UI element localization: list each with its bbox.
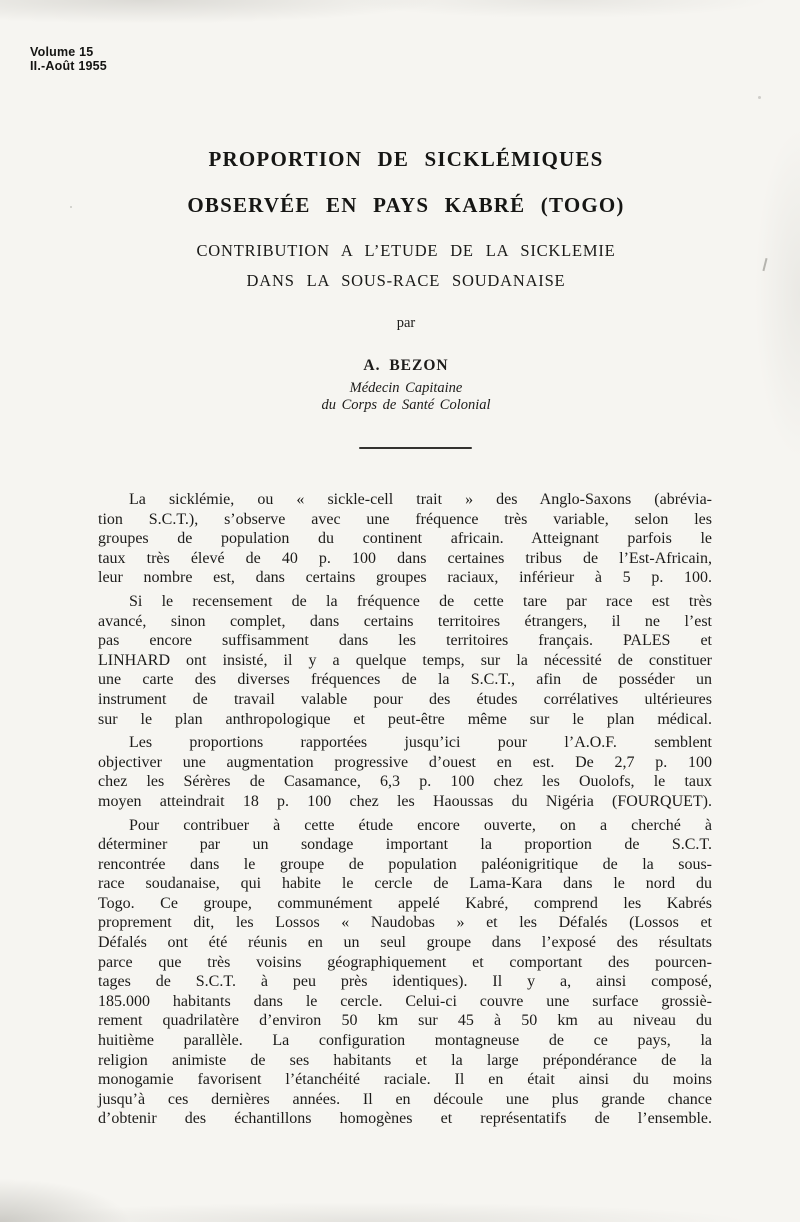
text-line: parce que très voisins géographiquement et comportant des pourcen- <box>98 953 712 971</box>
article-title <box>97 136 715 228</box>
text-line: jusqu’à ces dernières années. Il en découle une plus grande chance <box>98 1090 712 1108</box>
text-line: pas encore suffisamment dans les territoires français. PALES et <box>98 632 712 650</box>
paragraph-3 <box>98 733 712 811</box>
article-body <box>98 490 712 1129</box>
divider-rule <box>359 447 472 449</box>
text-line: instrument de travail valable pour des études corrélatives ultérieures <box>98 690 712 708</box>
author-name: A. BEZON <box>363 357 449 374</box>
text-line: taux très élevé de 40 p. 100 dans certaines tribus de l’Est-Africain, <box>98 549 712 567</box>
text-line: sur le plan anthropologique et peut-être même sur le plan médical. <box>98 710 712 728</box>
text-line: chez les Sérères de Casamance, 6,3 p. 100 chez les Ouolofs, le taux <box>98 773 712 791</box>
scan-artifact-speck <box>758 96 761 99</box>
text-line: déterminer par un sondage important la proportion de S.C.T. <box>98 836 712 854</box>
text-line: race soudanaise, qui habite le cercle de Lama-Kara dans le nord du <box>98 875 712 893</box>
text-line: rencontrée dans le groupe de population paléonigritique de la sous- <box>98 855 712 873</box>
text-line: proprement dit, les Lossos « Naudobas » et les Défalés (Lossos et <box>98 914 712 932</box>
text-line: avancé, sinon complet, dans certains territoires étrangers, il ne l’est <box>98 612 712 630</box>
scan-artifact-speck <box>70 206 72 208</box>
text-line: huitième parallèle. La configuration montagneuse de ce pays, la <box>98 1032 712 1050</box>
article-subtitle <box>97 236 715 296</box>
text-line: tion S.C.T.), s’observe avec une fréquence très variable, selon les <box>98 510 712 528</box>
text-line: groupes de population du continent africain. Atteignant parfois le <box>98 530 712 548</box>
paragraph-2 <box>98 592 712 729</box>
byline-par-label: par <box>396 315 416 331</box>
text-line: leur nombre est, dans certains groupes raciaux, inférieur à 5 p. 100. <box>98 569 712 587</box>
text-line: 185.000 habitants dans le cercle. Celui-ci couvre une surface grossiè- <box>98 992 712 1010</box>
text-line: objectiver une augmentation progressive d’ouest en est. De 2,7 p. 100 <box>98 753 712 771</box>
text-line: Pour contribuer à cette étude encore ouverte, on a cherché à <box>129 816 712 834</box>
text-line: Défalés ont été réunis en un seul groupe dans l’exposé des résultats <box>98 934 712 952</box>
author-role <box>97 380 715 413</box>
article-title-line2: OBSERVÉE EN PAYS KABRÉ (TOGO) <box>187 193 625 217</box>
scan-artifact-slash <box>762 258 767 271</box>
text-line: LINHARD ont insisté, il y a quelque temps, sur la nécessité de constituer <box>98 651 712 669</box>
article-title-line1: PROPORTION DE SICKLÉMIQUES <box>208 147 604 171</box>
text-line: Si le recensement de la fréquence de cette tare par race est très <box>129 592 712 610</box>
author-role-line1: Médecin Capitaine <box>349 380 463 396</box>
article-subtitle-line2: DANS LA SOUS-RACE SOUDANAISE <box>246 271 566 290</box>
text-line: Togo. Ce groupe, communément appelé Kabré, comprend les Kabrés <box>98 894 712 912</box>
text-line: d’obtenir des échantillons homogènes et représentatifs de l’ensemble. <box>98 1110 712 1128</box>
paragraph-1 <box>98 490 712 588</box>
text-line: La sicklémie, ou « sickle-cell trait » des Anglo-Saxons (abrévia- <box>129 491 712 508</box>
paragraph-4 <box>98 816 712 1130</box>
text-line: Les proportions rapportées jusqu’ici pour l’A.O.F. semblent <box>129 734 712 752</box>
masthead <box>30 45 107 73</box>
text-line: monogamie favorisent l’étanchéité raciale. Il en était ainsi du moins <box>98 1071 712 1089</box>
article-subtitle-line1: CONTRIBUTION A L’ETUDE DE LA SICKLEMIE <box>196 241 616 260</box>
author-role-line2: du Corps de Santé Colonial <box>321 396 491 413</box>
text-line: rement quadrilatère d’environ 50 km sur 45 à 50 km au niveau du <box>98 1012 712 1030</box>
text-line: tages de S.C.T. à peu près identiques). Il y a, ainsi composé, <box>98 973 712 991</box>
text-line: une carte des diverses fréquences de la S.C.T., afin de posséder un <box>98 671 712 689</box>
masthead-issue-date: II.-Août 1955 <box>30 59 107 73</box>
text-line: moyen atteindrait 18 p. 100 chez les Haoussas du Nigéria (FOURQUET). <box>98 792 712 810</box>
text-line: religion animiste de ses habitants et la large prépondérance de la <box>98 1051 712 1069</box>
masthead-volume: Volume 15 <box>30 45 94 59</box>
